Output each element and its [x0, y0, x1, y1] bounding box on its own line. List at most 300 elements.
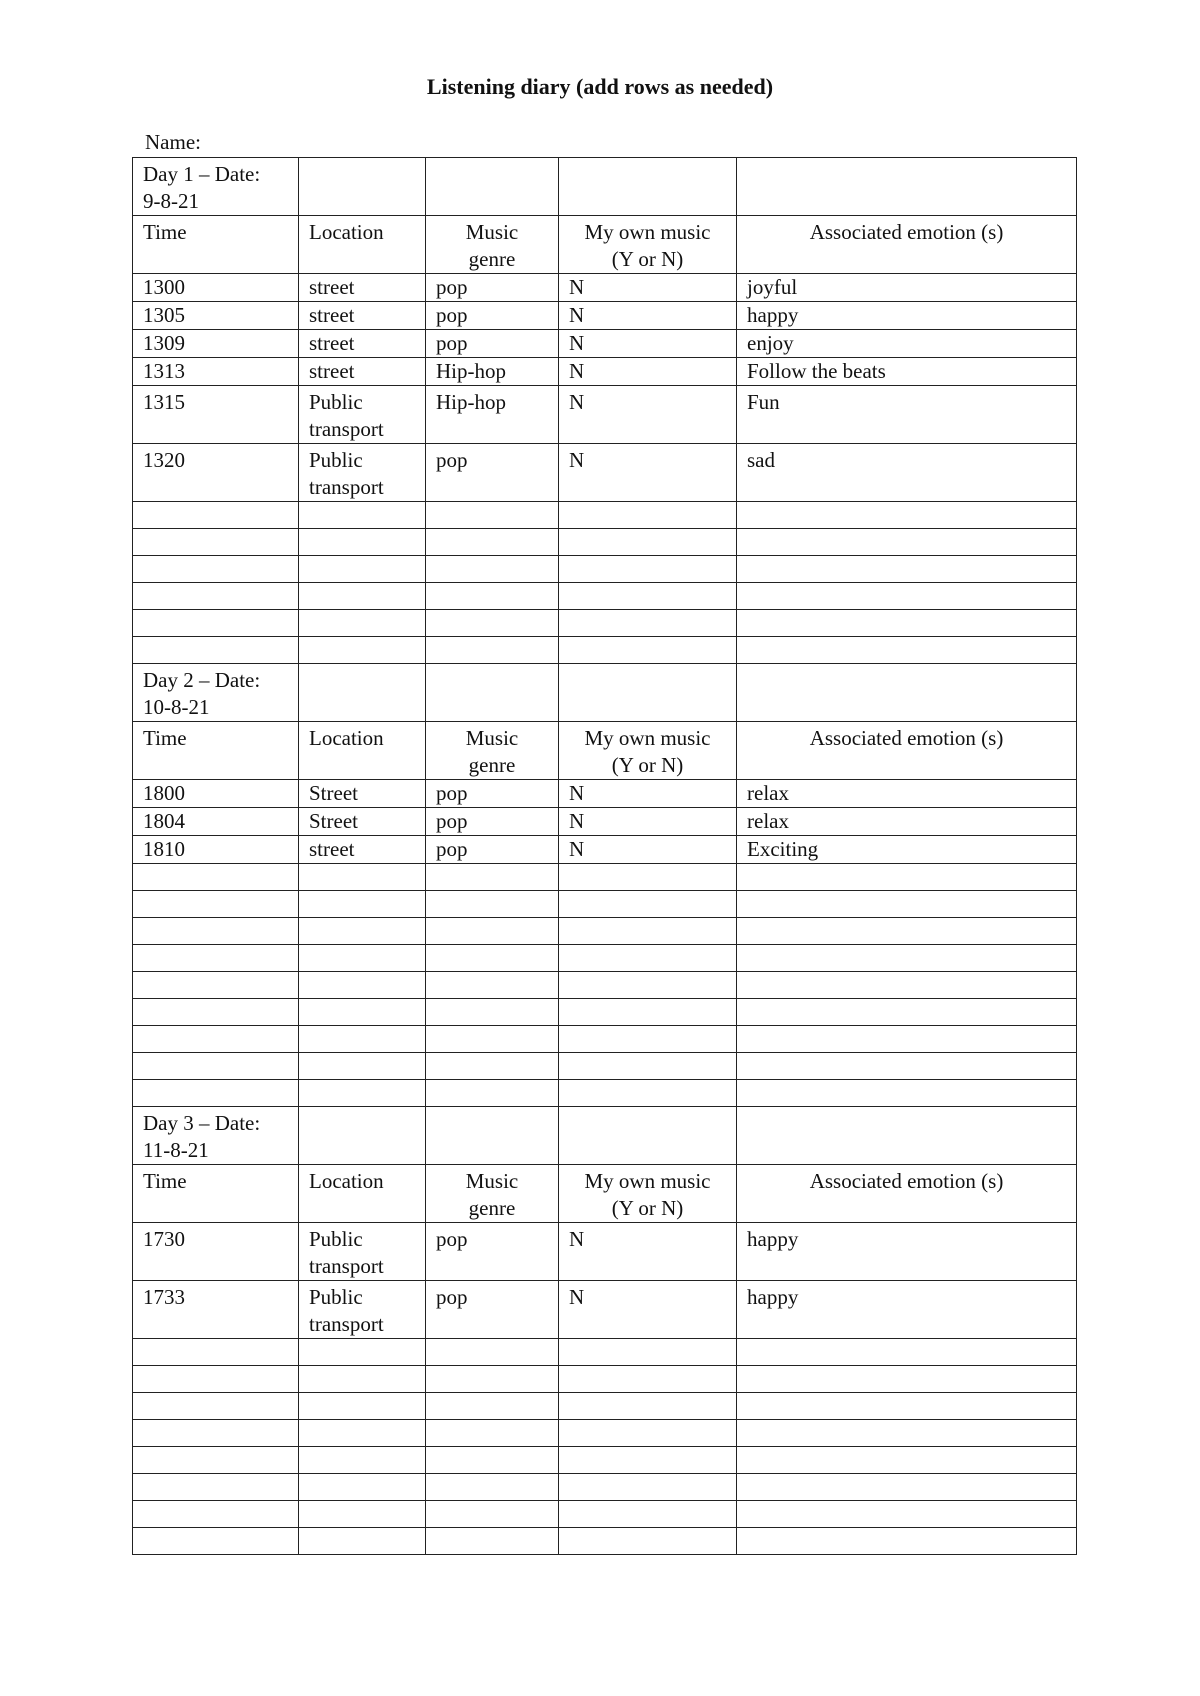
genre-header-text: Music	[465, 726, 519, 750]
empty-cell	[426, 918, 559, 945]
empty-cell	[559, 502, 737, 529]
empty-cell	[133, 864, 299, 891]
empty-cell	[426, 1339, 559, 1366]
empty-cell	[299, 945, 426, 972]
genre-cell	[426, 330, 559, 358]
genre-cell	[426, 780, 559, 808]
location-cell-text: Public	[309, 1227, 363, 1251]
empty-cell	[299, 1107, 426, 1165]
own-music-cell-text: N	[569, 275, 585, 299]
genre-cell	[426, 808, 559, 836]
genre-cell	[426, 358, 559, 386]
location-cell	[299, 780, 426, 808]
genre-cell-text: Hip-hop	[436, 390, 506, 414]
location-cell-text: Street	[309, 781, 358, 805]
table-row	[133, 836, 1077, 864]
emotion-header	[737, 216, 1077, 274]
empty-cell	[737, 1447, 1077, 1474]
location-cell-text: street	[309, 837, 355, 861]
location-cell	[299, 274, 426, 302]
empty-cell	[559, 637, 737, 664]
emotion-cell-text: Follow the beats	[747, 359, 886, 383]
empty-cell	[737, 502, 1077, 529]
day-date-row	[133, 1107, 1077, 1165]
genre-cell-text: pop	[436, 1285, 468, 1309]
column-header-row	[133, 722, 1077, 780]
empty-cell	[426, 1420, 559, 1447]
column-header-row	[133, 216, 1077, 274]
empty-cell	[559, 556, 737, 583]
genre-cell-text: pop	[436, 837, 468, 861]
empty-cell	[559, 1501, 737, 1528]
own-music-cell-text: N	[569, 303, 585, 327]
empty-cell	[299, 1447, 426, 1474]
empty-row	[133, 502, 1077, 529]
location-header-text: Location	[309, 726, 384, 750]
genre-cell-text: pop	[436, 331, 468, 355]
empty-cell	[299, 158, 426, 216]
genre-cell-text: pop	[436, 303, 468, 327]
empty-row	[133, 637, 1077, 664]
emotion-header-text: Associated emotion (s)	[809, 1169, 1004, 1193]
empty-row	[133, 945, 1077, 972]
empty-cell	[426, 891, 559, 918]
own-music-cell-text: N	[569, 1285, 585, 1309]
time-cell	[133, 444, 299, 502]
own-music-header	[559, 1165, 737, 1223]
empty-cell	[133, 1053, 299, 1080]
empty-cell	[299, 1080, 426, 1107]
location-cell-text: Street	[309, 809, 358, 833]
time-cell-text: 1800	[143, 781, 185, 805]
empty-cell	[426, 637, 559, 664]
time-header-text: Time	[143, 726, 187, 750]
location-cell-text: street	[309, 275, 355, 299]
time-cell-text: 1309	[143, 331, 185, 355]
empty-row	[133, 1447, 1077, 1474]
day-date-row	[133, 664, 1077, 722]
empty-row	[133, 610, 1077, 637]
empty-cell	[559, 1080, 737, 1107]
empty-cell	[737, 1393, 1077, 1420]
empty-cell	[737, 1026, 1077, 1053]
empty-row	[133, 529, 1077, 556]
empty-cell	[133, 918, 299, 945]
empty-cell	[299, 610, 426, 637]
empty-cell	[559, 1366, 737, 1393]
emotion-header-text: Associated emotion (s)	[809, 726, 1004, 750]
emotion-header-text: Associated emotion (s)	[809, 220, 1004, 244]
location-cell-text: street	[309, 331, 355, 355]
location-cell-text: street	[309, 303, 355, 327]
empty-cell	[426, 1501, 559, 1528]
time-cell	[133, 780, 299, 808]
own-music-header-text: (Y or N)	[611, 753, 684, 777]
empty-cell	[737, 1053, 1077, 1080]
time-cell	[133, 836, 299, 864]
day-date-cell-text: 11-8-21	[143, 1138, 209, 1162]
own-music-cell	[559, 780, 737, 808]
empty-row	[133, 1501, 1077, 1528]
own-music-header-text: My own music	[584, 1169, 711, 1193]
empty-cell	[559, 1107, 737, 1165]
empty-cell	[133, 1393, 299, 1420]
empty-cell	[559, 1053, 737, 1080]
empty-cell	[559, 1393, 737, 1420]
own-music-cell-text: N	[569, 331, 585, 355]
table-row	[133, 1281, 1077, 1339]
emotion-cell	[737, 836, 1077, 864]
name-label: Name:	[145, 130, 201, 154]
empty-cell	[133, 1366, 299, 1393]
emotion-cell	[737, 1281, 1077, 1339]
time-cell-text: 1733	[143, 1285, 185, 1309]
empty-cell	[737, 999, 1077, 1026]
empty-row	[133, 918, 1077, 945]
empty-cell	[299, 891, 426, 918]
time-header-text: Time	[143, 220, 187, 244]
empty-cell	[426, 1474, 559, 1501]
day-date-cell-text: Day 2 – Date:	[143, 668, 261, 692]
genre-cell-text: pop	[436, 781, 468, 805]
empty-row	[133, 1080, 1077, 1107]
location-header-text: Location	[309, 220, 384, 244]
empty-cell	[299, 918, 426, 945]
empty-row	[133, 583, 1077, 610]
genre-header	[426, 722, 559, 780]
empty-cell	[737, 1366, 1077, 1393]
empty-cell	[133, 610, 299, 637]
genre-cell-text: Hip-hop	[436, 359, 506, 383]
own-music-cell-text: N	[569, 359, 585, 383]
location-cell	[299, 1281, 426, 1339]
empty-cell	[559, 583, 737, 610]
genre-cell	[426, 1223, 559, 1281]
empty-cell	[133, 891, 299, 918]
empty-cell	[133, 1026, 299, 1053]
emotion-cell	[737, 444, 1077, 502]
empty-cell	[133, 1080, 299, 1107]
location-cell-text: transport	[309, 475, 384, 499]
own-music-header-text: (Y or N)	[611, 1196, 684, 1220]
empty-cell	[559, 1420, 737, 1447]
emotion-cell-text: sad	[747, 448, 775, 472]
time-cell-text: 1730	[143, 1227, 185, 1251]
own-music-cell-text: N	[569, 837, 585, 861]
own-music-cell	[559, 808, 737, 836]
day-date-cell-text: Day 3 – Date:	[143, 1111, 261, 1135]
day-date-cell-text: 10-8-21	[143, 695, 210, 719]
emotion-cell	[737, 780, 1077, 808]
empty-cell	[737, 864, 1077, 891]
empty-cell	[737, 918, 1077, 945]
location-cell	[299, 330, 426, 358]
empty-cell	[299, 972, 426, 999]
table-row	[133, 358, 1077, 386]
genre-cell	[426, 302, 559, 330]
time-cell	[133, 1223, 299, 1281]
own-music-cell	[559, 302, 737, 330]
empty-cell	[426, 1107, 559, 1165]
empty-cell	[133, 637, 299, 664]
time-cell-text: 1305	[143, 303, 185, 327]
emotion-cell-text: enjoy	[747, 331, 794, 355]
empty-cell	[426, 1366, 559, 1393]
own-music-cell	[559, 444, 737, 502]
empty-cell	[737, 637, 1077, 664]
empty-cell	[559, 945, 737, 972]
empty-cell	[299, 1393, 426, 1420]
genre-cell-text: pop	[436, 809, 468, 833]
empty-cell	[737, 1107, 1077, 1165]
time-header-text: Time	[143, 1169, 187, 1193]
empty-cell	[426, 556, 559, 583]
location-cell	[299, 836, 426, 864]
own-music-cell-text: N	[569, 448, 585, 472]
day-date-cell	[133, 1107, 299, 1165]
empty-cell	[133, 972, 299, 999]
day-date-cell	[133, 158, 299, 216]
table-row	[133, 808, 1077, 836]
empty-cell	[559, 158, 737, 216]
time-cell	[133, 274, 299, 302]
time-cell-text: 1804	[143, 809, 185, 833]
own-music-cell	[559, 1223, 737, 1281]
emotion-cell	[737, 302, 1077, 330]
empty-row	[133, 556, 1077, 583]
time-header	[133, 1165, 299, 1223]
empty-cell	[426, 972, 559, 999]
genre-cell	[426, 386, 559, 444]
empty-cell	[737, 891, 1077, 918]
empty-cell	[426, 1528, 559, 1555]
day-date-row	[133, 158, 1077, 216]
empty-cell	[737, 972, 1077, 999]
emotion-cell-text: happy	[747, 303, 799, 327]
empty-row	[133, 891, 1077, 918]
location-cell	[299, 808, 426, 836]
empty-cell	[426, 1080, 559, 1107]
empty-cell	[559, 999, 737, 1026]
empty-cell	[299, 1339, 426, 1366]
genre-header-text: genre	[468, 753, 516, 777]
location-header	[299, 216, 426, 274]
location-cell-text: transport	[309, 1254, 384, 1278]
emotion-cell-text: happy	[747, 1285, 799, 1309]
empty-cell	[299, 583, 426, 610]
day-date-cell	[133, 664, 299, 722]
empty-cell	[559, 891, 737, 918]
time-cell	[133, 302, 299, 330]
emotion-cell-text: relax	[747, 781, 789, 805]
location-cell	[299, 386, 426, 444]
diary-table-body	[133, 158, 1077, 1555]
empty-cell	[299, 556, 426, 583]
empty-cell	[133, 999, 299, 1026]
table-row	[133, 386, 1077, 444]
time-cell-text: 1300	[143, 275, 185, 299]
emotion-cell	[737, 1223, 1077, 1281]
empty-row	[133, 972, 1077, 999]
table-row	[133, 302, 1077, 330]
own-music-cell	[559, 330, 737, 358]
empty-cell	[133, 945, 299, 972]
own-music-cell	[559, 386, 737, 444]
location-header	[299, 1165, 426, 1223]
empty-cell	[133, 1339, 299, 1366]
empty-cell	[737, 1339, 1077, 1366]
empty-cell	[299, 664, 426, 722]
empty-cell	[737, 664, 1077, 722]
empty-cell	[299, 1420, 426, 1447]
empty-cell	[737, 583, 1077, 610]
time-cell-text: 1315	[143, 390, 185, 414]
empty-cell	[737, 1528, 1077, 1555]
own-music-cell	[559, 836, 737, 864]
emotion-cell	[737, 274, 1077, 302]
time-cell	[133, 808, 299, 836]
genre-cell-text: pop	[436, 448, 468, 472]
empty-cell	[426, 1026, 559, 1053]
own-music-header	[559, 722, 737, 780]
location-cell-text: Public	[309, 1285, 363, 1309]
empty-cell	[299, 1053, 426, 1080]
empty-row	[133, 1474, 1077, 1501]
empty-cell	[133, 529, 299, 556]
empty-cell	[559, 918, 737, 945]
emotion-cell	[737, 386, 1077, 444]
empty-cell	[299, 502, 426, 529]
empty-row	[133, 1366, 1077, 1393]
empty-cell	[299, 864, 426, 891]
page-title: Listening diary (add rows as needed)	[426, 74, 774, 99]
empty-cell	[559, 1339, 737, 1366]
empty-cell	[426, 610, 559, 637]
time-cell-text: 1320	[143, 448, 185, 472]
location-cell	[299, 1223, 426, 1281]
empty-cell	[426, 1393, 559, 1420]
empty-cell	[559, 1474, 737, 1501]
empty-cell	[133, 1528, 299, 1555]
empty-cell	[299, 529, 426, 556]
empty-cell	[426, 158, 559, 216]
empty-cell	[426, 999, 559, 1026]
empty-cell	[737, 1501, 1077, 1528]
table-row	[133, 274, 1077, 302]
empty-cell	[737, 1420, 1077, 1447]
genre-header	[426, 1165, 559, 1223]
empty-cell	[299, 1528, 426, 1555]
empty-cell	[426, 1447, 559, 1474]
emotion-cell-text: Exciting	[747, 837, 819, 861]
empty-cell	[559, 664, 737, 722]
empty-cell	[133, 556, 299, 583]
emotion-cell-text: happy	[747, 1227, 799, 1251]
empty-cell	[299, 1026, 426, 1053]
location-header	[299, 722, 426, 780]
location-cell	[299, 302, 426, 330]
time-cell-text: 1313	[143, 359, 185, 383]
location-cell-text: street	[309, 359, 355, 383]
genre-header-text: genre	[468, 247, 516, 271]
time-cell	[133, 386, 299, 444]
empty-cell	[559, 864, 737, 891]
emotion-cell-text: relax	[747, 809, 789, 833]
empty-cell	[299, 999, 426, 1026]
column-header-row	[133, 1165, 1077, 1223]
emotion-cell	[737, 358, 1077, 386]
own-music-header-text: My own music	[584, 726, 711, 750]
empty-cell	[559, 610, 737, 637]
empty-cell	[559, 1026, 737, 1053]
genre-cell	[426, 444, 559, 502]
empty-cell	[559, 529, 737, 556]
table-row	[133, 780, 1077, 808]
location-cell	[299, 358, 426, 386]
empty-cell	[737, 1080, 1077, 1107]
table-row	[133, 444, 1077, 502]
day-date-cell-text: Day 1 – Date:	[143, 162, 261, 186]
empty-cell	[133, 1501, 299, 1528]
empty-cell	[559, 972, 737, 999]
empty-cell	[426, 664, 559, 722]
empty-row	[133, 1053, 1077, 1080]
time-cell	[133, 330, 299, 358]
empty-cell	[737, 556, 1077, 583]
empty-cell	[737, 158, 1077, 216]
empty-cell	[426, 1053, 559, 1080]
emotion-header	[737, 722, 1077, 780]
empty-cell	[426, 502, 559, 529]
empty-cell	[133, 1447, 299, 1474]
genre-cell	[426, 1281, 559, 1339]
empty-cell	[133, 583, 299, 610]
time-header	[133, 216, 299, 274]
empty-row	[133, 999, 1077, 1026]
day-date-cell-text: 9-8-21	[143, 189, 199, 213]
empty-cell	[737, 610, 1077, 637]
empty-cell	[737, 529, 1077, 556]
empty-cell	[299, 1501, 426, 1528]
empty-cell	[559, 1528, 737, 1555]
time-cell	[133, 358, 299, 386]
own-music-header-text: (Y or N)	[611, 247, 684, 271]
own-music-cell	[559, 1281, 737, 1339]
own-music-cell-text: N	[569, 390, 585, 414]
empty-cell	[133, 1420, 299, 1447]
location-cell-text: transport	[309, 417, 384, 441]
genre-cell-text: pop	[436, 1227, 468, 1251]
empty-cell	[299, 1366, 426, 1393]
table-row	[133, 1223, 1077, 1281]
own-music-cell	[559, 358, 737, 386]
table-row	[133, 330, 1077, 358]
own-music-cell-text: N	[569, 1227, 585, 1251]
genre-header-text: Music	[465, 220, 519, 244]
empty-cell	[426, 864, 559, 891]
location-cell-text: Public	[309, 390, 363, 414]
location-cell-text: Public	[309, 448, 363, 472]
empty-row	[133, 1026, 1077, 1053]
empty-cell	[737, 1474, 1077, 1501]
emotion-cell	[737, 808, 1077, 836]
location-cell	[299, 444, 426, 502]
location-cell-text: transport	[309, 1312, 384, 1336]
own-music-cell-text: N	[569, 781, 585, 805]
empty-cell	[133, 1474, 299, 1501]
empty-cell	[133, 502, 299, 529]
time-cell-text: 1810	[143, 837, 185, 861]
